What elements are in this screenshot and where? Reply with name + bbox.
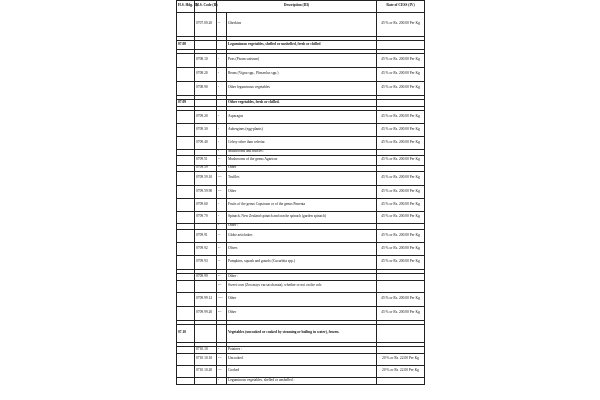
header-hs-heading: H.S. Hdg. (I) <box>177 1 195 13</box>
hs-code-cell: 0708.10 <box>195 53 217 67</box>
description-cell: Cooked <box>227 365 377 377</box>
hs-heading-cell <box>177 12 195 36</box>
rate-cell <box>377 40 425 49</box>
hs-heading-cell <box>177 110 195 123</box>
table-row <box>177 273 425 280</box>
hs-heading-cell: 07.08 <box>177 40 195 49</box>
table-row <box>177 67 425 81</box>
dash-cell <box>217 99 227 106</box>
table-row <box>177 242 425 255</box>
table-row <box>177 377 425 384</box>
table-row <box>177 136 425 149</box>
description-cell: Uncooked <box>227 353 377 365</box>
hs-code-cell: 0709.92 <box>195 242 217 255</box>
table-row <box>177 40 425 49</box>
table-row <box>177 346 425 353</box>
description-cell: Mushrooms and truffles : <box>227 149 377 155</box>
hs-heading-cell <box>177 53 195 67</box>
rate-cell: 45 % or Rs. 200.00 Per Kg <box>377 81 425 95</box>
description-cell: Leguminous vegetables, shelled or unshelled, fresh or chilled <box>227 40 377 49</box>
hs-heading-cell <box>177 136 195 149</box>
table-body <box>177 12 425 384</box>
dash-cell: - <box>217 149 227 155</box>
table-row <box>177 185 425 198</box>
rate-cell: 20 % or Rs. 22.00 Per Kg <box>377 365 425 377</box>
description-cell: Beans (Vigna spp., Phaseolus spp.) <box>227 67 377 81</box>
rate-cell: 45 % or Rs. 200.00 Per Kg <box>377 306 425 320</box>
description-cell: Mushrooms of the genus Agaricus <box>227 155 377 165</box>
hs-heading-cell <box>177 185 195 198</box>
hs-heading-cell <box>177 198 195 211</box>
dash-cell: -- <box>217 229 227 242</box>
description-cell: Vegetables (uncooked or cooked by steaming or boiling in water), frozen. <box>227 324 377 342</box>
hs-code-cell: 0709.59.90 <box>195 185 217 198</box>
rate-cell: 45 % or Rs. 200.00 Per Kg <box>377 155 425 165</box>
hs-heading-cell <box>177 81 195 95</box>
table-row <box>177 353 425 365</box>
table-row <box>177 81 425 95</box>
description-cell: Other vegetables, fresh or chilled. <box>227 99 377 106</box>
description-cell: Sweet corn (Zea mays var.saccharata), whether or not on the cob: <box>227 280 377 292</box>
rate-cell: 45 % or Rs. 200.00 Per Kg <box>377 110 425 123</box>
dash-cell: --- <box>217 365 227 377</box>
rate-cell: 45 % or Rs. 200.00 Per Kg <box>377 292 425 306</box>
table-row <box>177 255 425 269</box>
table-row <box>177 155 425 165</box>
rate-cell <box>377 273 425 280</box>
dash-cell: -- <box>217 255 227 269</box>
dash-cell: - <box>217 223 227 229</box>
hs-code-cell: 0709.99.20 <box>195 306 217 320</box>
hs-heading-cell: 07.09 <box>177 99 195 106</box>
hs-code-cell <box>195 377 217 384</box>
description-cell: Aubergines (egg-plants) <box>227 123 377 136</box>
description-cell: Truffles <box>227 171 377 185</box>
rate-cell: 45 % or Rs. 200.00 Per Kg <box>377 67 425 81</box>
hs-heading-cell <box>177 377 195 384</box>
dash-cell: - <box>217 211 227 223</box>
hs-code-cell <box>195 40 217 49</box>
hs-code-cell: 0709.99 <box>195 273 217 280</box>
hs-code-cell <box>195 280 217 292</box>
rate-cell: 45 % or Rs. 200.00 Per Kg <box>377 12 425 36</box>
hs-heading-cell <box>177 67 195 81</box>
dash-cell: --- <box>217 353 227 365</box>
rate-cell: 45 % or Rs. 200.00 Per Kg <box>377 123 425 136</box>
document-page <box>176 0 424 400</box>
table-row <box>177 280 425 292</box>
hs-code-cell: 0709.60 <box>195 198 217 211</box>
hs-heading-cell <box>177 211 195 223</box>
hs-heading-cell: 07.10 <box>177 324 195 342</box>
dash-cell: - <box>217 67 227 81</box>
hs-heading-cell <box>177 306 195 320</box>
dash-cell: - <box>217 198 227 211</box>
hs-code-cell <box>195 99 217 106</box>
dash-cell: - <box>217 53 227 67</box>
description-cell: Other leguminous vegetables <box>227 81 377 95</box>
hs-code-cell: 0709.30 <box>195 123 217 136</box>
hs-code-cell: 0709.99.12 <box>195 292 217 306</box>
dash-cell: - <box>217 136 227 149</box>
description-cell: Potatoes : <box>227 346 377 353</box>
rate-cell <box>377 377 425 384</box>
table-row <box>177 99 425 106</box>
dash-cell: - <box>217 346 227 353</box>
dash-cell: --- <box>217 306 227 320</box>
description-cell: Other <box>227 306 377 320</box>
rate-cell <box>377 99 425 106</box>
header-description: Description (III) <box>217 1 377 13</box>
hs-heading-cell <box>177 123 195 136</box>
dash-cell <box>217 40 227 49</box>
rate-cell: 45 % or Rs. 200.00 Per Kg <box>377 136 425 149</box>
description-cell: Other : <box>227 273 377 280</box>
dash-cell: --- <box>217 185 227 198</box>
description-cell: Gherkins <box>227 12 377 36</box>
hs-code-cell: 0710.10.20 <box>195 365 217 377</box>
description-cell: Other <box>227 185 377 198</box>
table-row <box>177 324 425 342</box>
table-row <box>177 171 425 185</box>
dash-cell: -- <box>217 273 227 280</box>
hs-heading-cell <box>177 171 195 185</box>
hs-code-cell: 0709.59.10 <box>195 171 217 185</box>
rate-cell <box>377 280 425 292</box>
hs-code-cell: 0709.20 <box>195 110 217 123</box>
hs-heading-cell <box>177 280 195 292</box>
hs-code-cell: 0709.59 <box>195 165 217 171</box>
hs-code-cell: 0709.93 <box>195 255 217 269</box>
rate-cell: 45 % or Rs. 200.00 Per Kg <box>377 171 425 185</box>
description-cell: Globe artichokes <box>227 229 377 242</box>
hs-code-cell: 0710.10.10 <box>195 353 217 365</box>
description-cell: Pumpkins, squash and gourds (Cucurbita spp.) <box>227 255 377 269</box>
description-cell: Leguminous vegetables, shelled or unshelled : <box>227 377 377 384</box>
dash-cell: -- <box>217 12 227 36</box>
dash-cell <box>217 324 227 342</box>
hs-code-cell: 0708.20 <box>195 67 217 81</box>
description-cell: Other <box>227 165 377 171</box>
dash-cell: -- <box>217 155 227 165</box>
table-row <box>177 198 425 211</box>
dash-cell: - <box>217 123 227 136</box>
rate-cell: 45 % or Rs. 200.00 Per Kg <box>377 242 425 255</box>
description-cell: Peas (Pisum sativum) <box>227 53 377 67</box>
rate-cell: 20 % or Rs. 22.00 Per Kg <box>377 353 425 365</box>
description-cell: Other <box>227 292 377 306</box>
description-cell: Spinach, New Zealand spinach and orache spinach (garden spinach) <box>227 211 377 223</box>
hs-heading-cell <box>177 229 195 242</box>
header-rate-of-cess: Rate of CESS (IV) <box>377 1 425 13</box>
hs-code-cell: 0708.90 <box>195 81 217 95</box>
dash-cell: --- <box>217 280 227 292</box>
rate-cell <box>377 346 425 353</box>
hs-code-cell: 0707.00.20 <box>195 12 217 36</box>
dash-cell: --- <box>217 171 227 185</box>
hs-heading-cell <box>177 155 195 165</box>
description-cell: Asparagus <box>227 110 377 123</box>
hs-code-cell: 0709.91 <box>195 229 217 242</box>
table-row <box>177 229 425 242</box>
dash-cell: -- <box>217 165 227 171</box>
hs-heading-cell <box>177 255 195 269</box>
rate-cell: 45 % or Rs. 200.00 Per Kg <box>377 53 425 67</box>
rate-cell: 45 % or Rs. 200.00 Per Kg <box>377 229 425 242</box>
hs-heading-cell <box>177 353 195 365</box>
table-row <box>177 306 425 320</box>
table-header <box>177 1 425 13</box>
hs-code-cell: 0709.51 <box>195 155 217 165</box>
description-cell: Olives <box>227 242 377 255</box>
table-row <box>177 110 425 123</box>
hs-code-cell <box>195 324 217 342</box>
table-row <box>177 292 425 306</box>
table-row <box>177 211 425 223</box>
hs-heading-cell <box>177 242 195 255</box>
header-hs-code: H.S. Code (II) <box>195 1 217 13</box>
description-cell: Celery other than celeriac <box>227 136 377 149</box>
dash-cell: -- <box>217 242 227 255</box>
hs-code-cell: 0709.70 <box>195 211 217 223</box>
hs-heading-cell <box>177 365 195 377</box>
cess-rate-table <box>176 0 425 385</box>
table-row <box>177 12 425 36</box>
hs-heading-cell <box>177 292 195 306</box>
dash-cell: - <box>217 81 227 95</box>
dash-cell: ---- <box>217 292 227 306</box>
table-row <box>177 53 425 67</box>
hs-code-cell: 0709.40 <box>195 136 217 149</box>
dash-cell: - <box>217 377 227 384</box>
hs-heading-cell <box>177 273 195 280</box>
description-cell: Fruits of the genus Capsicum or of the genus Pimenta <box>227 198 377 211</box>
table-row <box>177 123 425 136</box>
rate-cell <box>377 324 425 342</box>
rate-cell: 45 % or Rs. 200.00 Per Kg <box>377 255 425 269</box>
table-row <box>177 365 425 377</box>
hs-heading-cell <box>177 346 195 353</box>
rate-cell: 45 % or Rs. 200.00 Per Kg <box>377 211 425 223</box>
description-cell: Other : <box>227 223 377 229</box>
hs-code-cell: 0710.10 <box>195 346 217 353</box>
rate-cell: 45 % or Rs. 200.00 Per Kg <box>377 185 425 198</box>
rate-cell: 45 % or Rs. 200.00 Per Kg <box>377 198 425 211</box>
dash-cell: - <box>217 110 227 123</box>
